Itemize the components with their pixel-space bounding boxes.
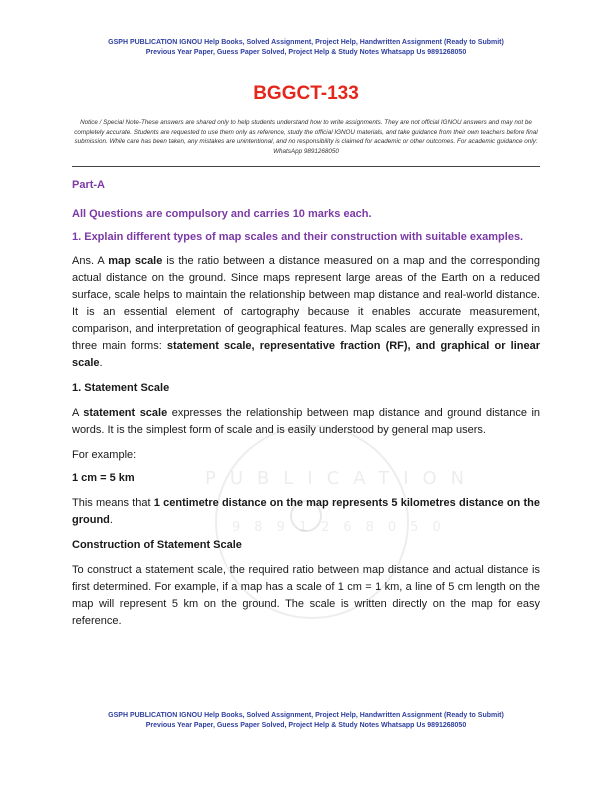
watermark-text: PUBLICATION xyxy=(205,468,479,489)
page-footer xyxy=(0,711,612,731)
p1-text-2: expresses the relationship between map distance and ground distance in words. It is the simplest form of scale and is easily understood by general map users. xyxy=(72,407,540,436)
answer-paragraph xyxy=(72,253,540,372)
header-divider xyxy=(72,166,540,167)
footer-line-1: GSPH PUBLICATION IGNOU Help Books, Solved Assignment, Project Help, Handwritten Assignment (Ready to Submit) xyxy=(108,712,504,719)
header-line-1: GSPH PUBLICATION IGNOU Help Books, Solved Assignment, Project Help, Handwritten Assignment (Ready to Submit) xyxy=(108,39,504,46)
part-heading: Part-A xyxy=(72,179,106,191)
answer-bold-1: map scale xyxy=(108,255,163,267)
answer-text-3: . xyxy=(99,357,103,369)
watermark-phone: 9891268050 xyxy=(232,520,455,535)
p2-text-2: . xyxy=(109,514,113,526)
p2-bold: 1 centimetre distance on the map represents 5 kilometres distance on the ground xyxy=(72,497,540,526)
statement-scale-paragraph xyxy=(72,405,540,439)
instructions: All Questions are compulsory and carries 10 marks each. xyxy=(72,208,372,220)
p2-text-1: This means that xyxy=(72,497,154,509)
section-heading-construction: Construction of Statement Scale xyxy=(72,539,242,551)
p1-text-1: A xyxy=(72,407,84,419)
example-label: For example: xyxy=(72,449,137,461)
construction-paragraph: To construct a statement scale, the required ratio between map distance and actual distance is first determined. For example, if a map has a scale of 1 cm = 1 km, a line of 5 cm length on the map will represent 5 km on the ground. The scale is written directly on the map for easy reference. xyxy=(72,564,540,627)
header-line-2: Previous Year Paper, Guess Paper Solved, Project Help & Study Notes Whatsapp Us 9891268050 xyxy=(145,49,467,56)
notice-text: Notice / Special Note-These answers are shared only to help students understand how to write assignments. They are not official IGNOU answers and may not be completely accurate. Students are requested to use them only as reference, study the official IGNOU materials, and take guidance from their own teachers before final submission. While care has been taken, any mistakes are unintentional, and no responsibility is claimed for academic or other outcomes. For academic guidance only: WhatsApp 9891268050 xyxy=(74,119,538,155)
example-value: 1 cm = 5 km xyxy=(72,472,135,484)
p1-bold: statement scale xyxy=(83,407,168,419)
question-1: 1. Explain different types of map scales and their construction with suitable examples. xyxy=(72,231,524,243)
answer-text-2: is the ratio between a distance measured on a map and the corresponding actual distance on the ground. Since maps represent large areas of the Earth on a reduced surface, scale helps to maintain the relationship between map distance and real-world distance. It is an essential element of cartography because it enables accurate measurement, comparison, and interpretation of geographical features. Map scales are generally expressed in three main forms: xyxy=(72,255,541,352)
answer-bold-2: statement scale, representative fraction (RF), and graphical or linear scale xyxy=(72,340,540,369)
document-title: BGGCT-133 xyxy=(253,83,359,104)
answer-text-1: Ans. A xyxy=(72,255,109,267)
page-header xyxy=(0,38,612,58)
section-heading-statement-scale: 1. Statement Scale xyxy=(72,382,170,394)
footer-line-2: Previous Year Paper, Guess Paper Solved, Project Help & Study Notes Whatsapp Us 9891268050 xyxy=(145,722,467,729)
meaning-paragraph xyxy=(72,495,540,529)
main-content xyxy=(72,179,540,640)
